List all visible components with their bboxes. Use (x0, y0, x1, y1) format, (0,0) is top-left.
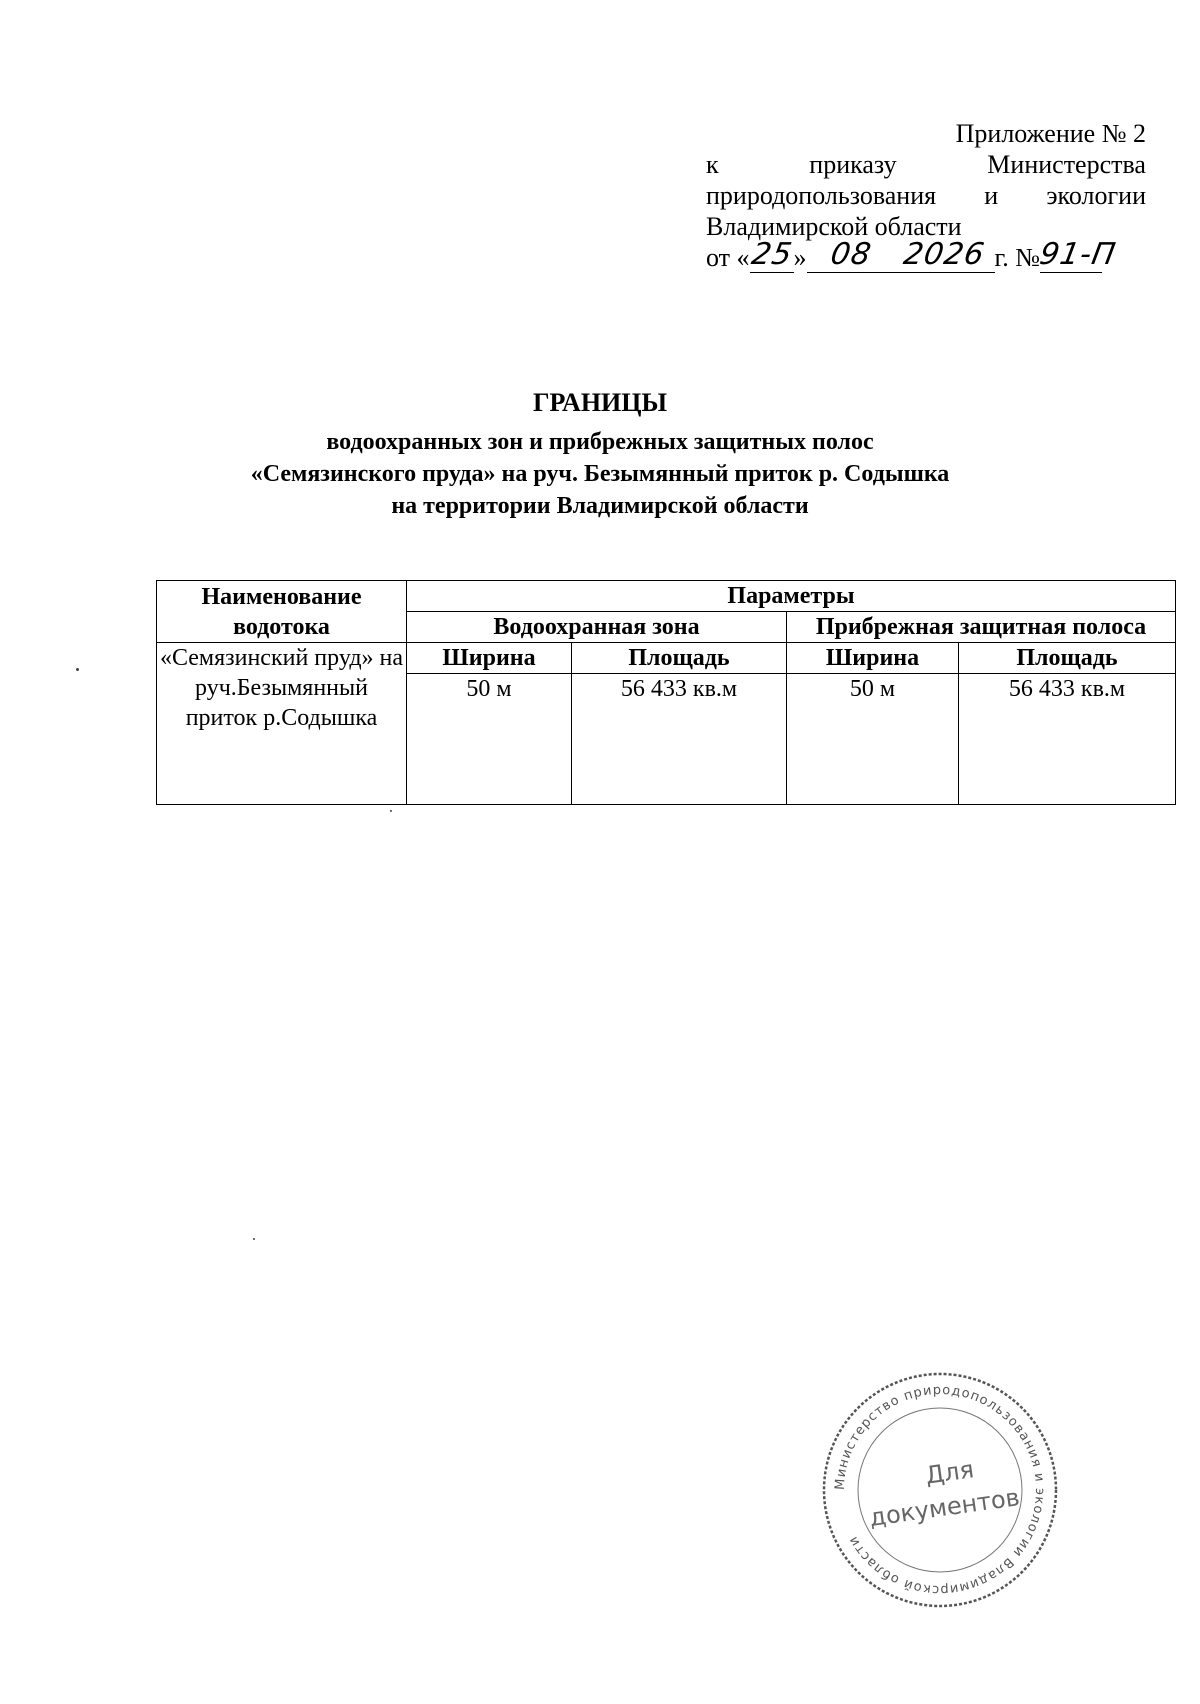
scan-speck (76, 668, 79, 671)
header-water-protection-zone: Водоохранная зона (407, 612, 787, 643)
handwritten-number: 91-П (1037, 237, 1119, 272)
parameters-table (156, 580, 1176, 805)
number-field (1037, 237, 1119, 273)
order-date-line (706, 237, 1146, 273)
stamp-center-line2: документов (867, 1483, 1022, 1532)
document-title (0, 386, 1200, 522)
appendix-region-line: Владимирской области (706, 212, 962, 241)
header-coastal-strip: Прибрежная защитная полоса (787, 612, 1176, 643)
month-year-field (807, 237, 995, 273)
appendix-order-line (706, 149, 1146, 180)
scan-speck (390, 810, 392, 812)
appendix-word: Министерства (987, 150, 1146, 179)
appendix-word: и (984, 181, 999, 210)
appendix-number: Приложение № 2 (955, 119, 1146, 148)
subheader-area: Площадь (572, 643, 787, 674)
handwritten-month: 08 (827, 237, 874, 272)
handwritten-day: 25 (748, 237, 795, 272)
appendix-word: к (706, 150, 719, 179)
official-stamp (820, 1370, 1060, 1610)
year-suffix: г. № (994, 243, 1041, 272)
appendix-word: природопользования (706, 181, 937, 210)
stamp-ring-text: Министерство природопользования и экологии Владимирской области (832, 1382, 1048, 1598)
header-watercourse-name: Наименование водотока (157, 581, 407, 643)
date-prefix: от « (706, 243, 750, 272)
title-line: водоохранных зон и прибрежных защитных полос (326, 429, 874, 455)
stamp-graphic (820, 1370, 1060, 1610)
table-row (157, 643, 1176, 674)
appendix-ministry-line (706, 180, 1146, 211)
quote-close: » (793, 243, 807, 272)
subheader-width: Ширина (787, 643, 959, 674)
title-line: «Семязинского пруда» на руч. Безымянный приток р. Содышка (250, 461, 950, 487)
subheader-width: Ширина (407, 643, 572, 674)
day-field (748, 237, 795, 273)
cell-watercourse-name: «Семязинский пруд» на руч.Безымянный приток р.Содышка (157, 643, 407, 805)
cell-water-zone-width: 50 м (407, 674, 572, 805)
table-header-row (157, 581, 1176, 612)
cell-coastal-width: 50 м (787, 674, 959, 805)
title-main: ГРАНИЦЫ (532, 388, 668, 417)
handwritten-year: 2026 (901, 237, 988, 272)
cell-coastal-area: 56 433 кв.м (959, 674, 1176, 805)
cell-water-zone-area: 56 433 кв.м (572, 674, 787, 805)
subheader-area: Площадь (959, 643, 1176, 674)
appendix-word: экологии (1046, 181, 1146, 210)
header-parameters: Параметры (407, 581, 1176, 612)
appendix-word: приказу (809, 150, 897, 179)
stamp-center-line1: Для (923, 1455, 976, 1490)
title-line: на территории Владимирской области (391, 493, 809, 519)
scan-speck (253, 1238, 255, 1240)
appendix-block (706, 118, 1146, 273)
